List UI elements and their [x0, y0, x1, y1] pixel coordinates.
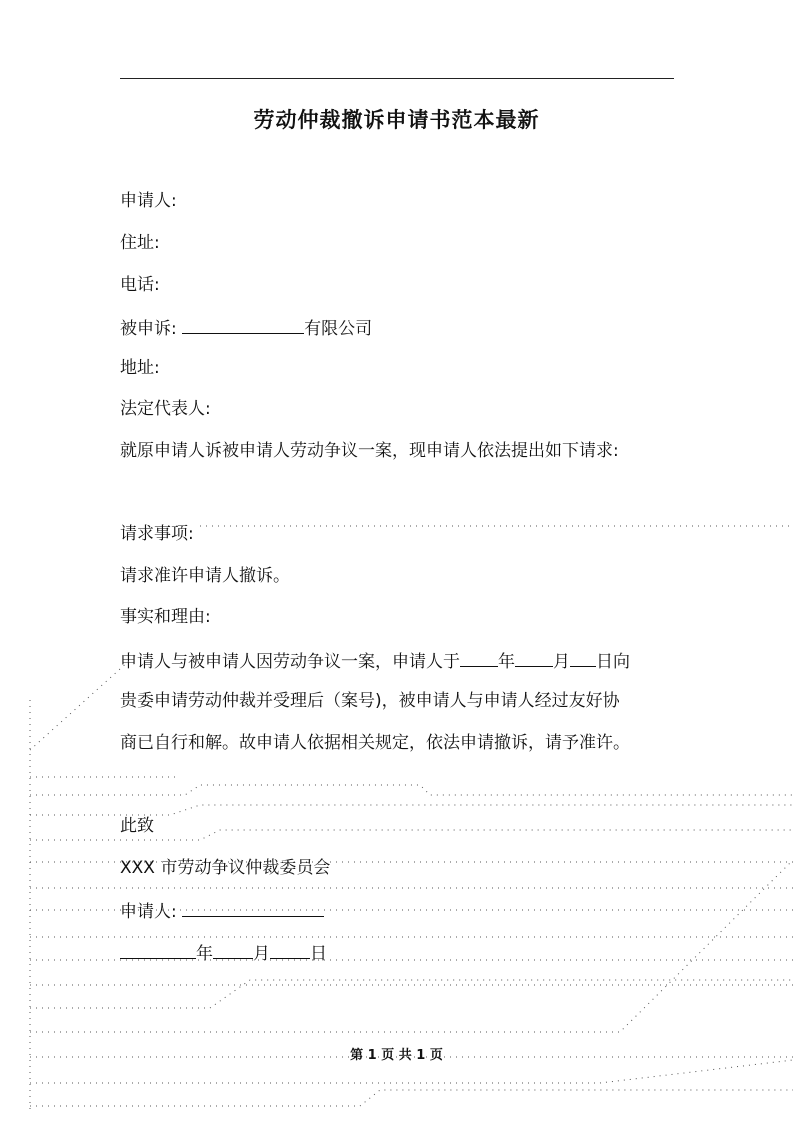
intro-paragraph: 就原申请人诉被申请人劳动争议一案，现申请人依法提出如下请求: — [120, 441, 619, 461]
request-text: 请求准许申请人撤诉。 — [120, 566, 290, 586]
facts-month-label: 月 — [553, 652, 570, 672]
date-month-label: 月 — [253, 944, 270, 964]
facts-line-1-text: 申请人与被申请人因劳动争议一案，申请人于 — [120, 652, 460, 672]
address-label: 住址: — [120, 233, 160, 253]
document-title: 劳动仲裁撤诉申请书范本最新 — [253, 108, 540, 132]
signature-label: 申请人: — [120, 902, 177, 922]
legal-rep-label: 法定代表人: — [120, 399, 211, 419]
date-day-label: 日 — [310, 944, 327, 964]
page-footer: 第 1 页 共 1 页 — [350, 1048, 443, 1063]
applicant-label: 申请人: — [120, 191, 177, 211]
facts-year-label: 年 — [498, 652, 515, 672]
facts-line-2: 贵委申请劳动仲裁并受理后（案号)，被申请人与申请人经过友好协 — [120, 691, 620, 711]
facts-line-3: 商已自行和解。故申请人依据相关规定，依法申请撤诉，请予准许。 — [120, 733, 630, 753]
respondent-address-label: 地址: — [120, 358, 160, 378]
salutation: 此致 — [120, 816, 154, 836]
phone-label: 电话: — [120, 275, 160, 295]
respondent-label: 被申诉: — [120, 319, 177, 339]
addressee: XXX 市劳动争议仲裁委员会 — [120, 858, 331, 878]
facts-day-label: 日向 — [596, 652, 630, 672]
request-heading: 请求事项: — [120, 524, 194, 544]
date-year-label: 年 — [196, 944, 213, 964]
facts-heading: 事实和理由: — [120, 607, 211, 627]
respondent-suffix: 有限公司 — [304, 319, 373, 339]
